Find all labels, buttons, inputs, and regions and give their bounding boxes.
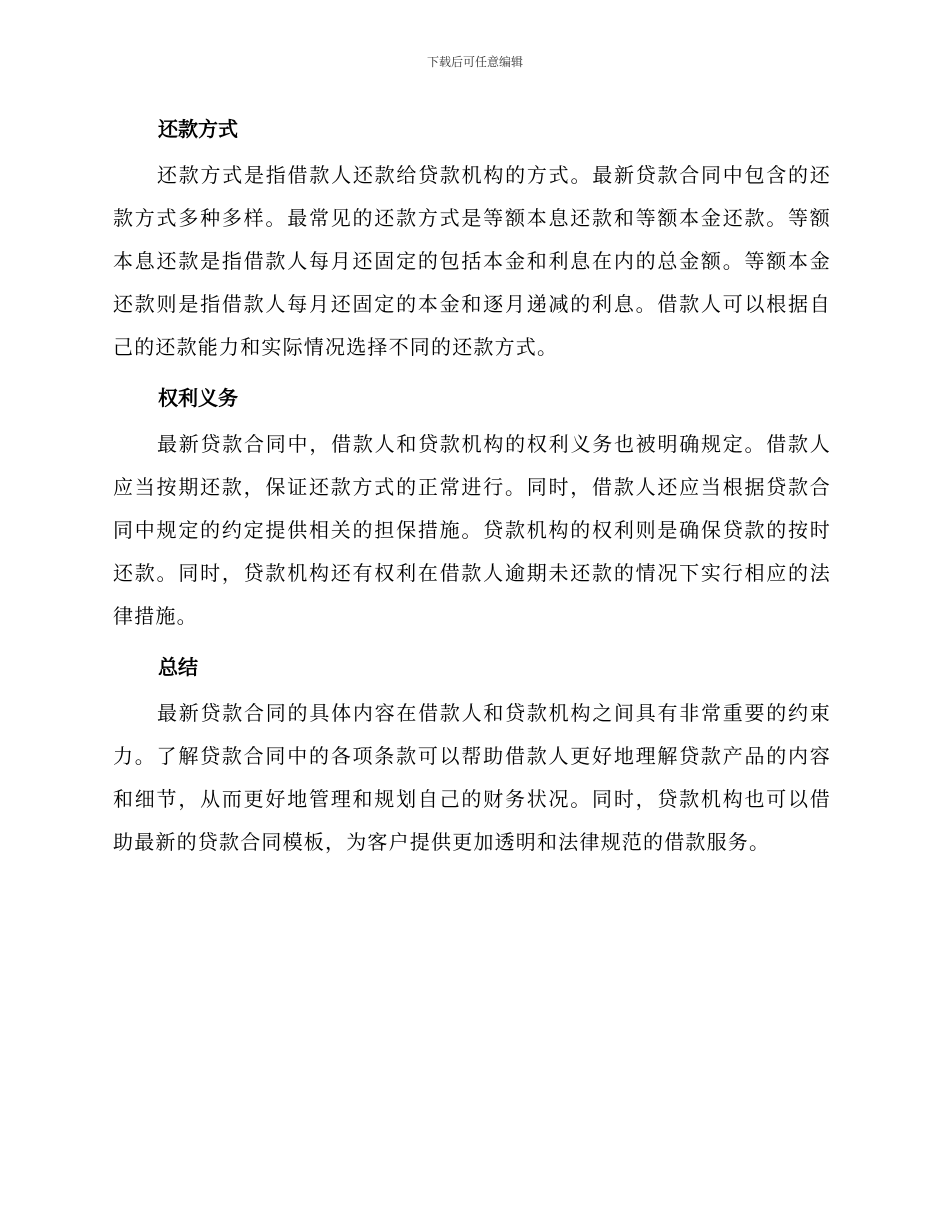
- section-title-repayment: 还款方式: [158, 117, 238, 141]
- section-title-summary: 总结: [158, 655, 198, 679]
- section-body-repayment: 还款方式是指借款人还款给贷款机构的方式。最新贷款合同中包含的还款方式多种多样。最常见的还款方式是等额本息还款和等额本金还款。等额本息还款是指借款人每月还固定的包括本金和利息在内的总金额。等额本金还款则是指借款人每月还固定的本金和逐月递减的利息。借款人可以根据自己的还款能力和实际情况选择不同的还款方式。: [113, 163, 831, 359]
- document-body: [113, 108, 831, 864]
- page-header: 下载后可任意编辑: [426, 55, 523, 69]
- section-title-rights: 权利义务: [158, 386, 238, 410]
- section-body-summary: 最新贷款合同的具体内容在借款人和贷款机构之间具有非常重要的约束力。了解贷款合同中的各项条款可以帮助借款人更好地理解贷款产品的内容和细节，从而更好地管理和规划自己的财务状况。同时，贷款机构也可以借助最新的贷款合同模板，为客户提供更加透明和法律规范的借款服务。: [113, 701, 831, 854]
- section-body-rights: 最新贷款合同中，借款人和贷款机构的权利义务也被明确规定。借款人应当按期还款，保证还款方式的正常进行。同时，借款人还应当根据贷款合同中规定的约定提供相关的担保措施。贷款机构的权利则是确保贷款的按时还款。同时，贷款机构还有权利在借款人逾期未还款的情况下实行相应的法律措施。: [113, 432, 831, 628]
